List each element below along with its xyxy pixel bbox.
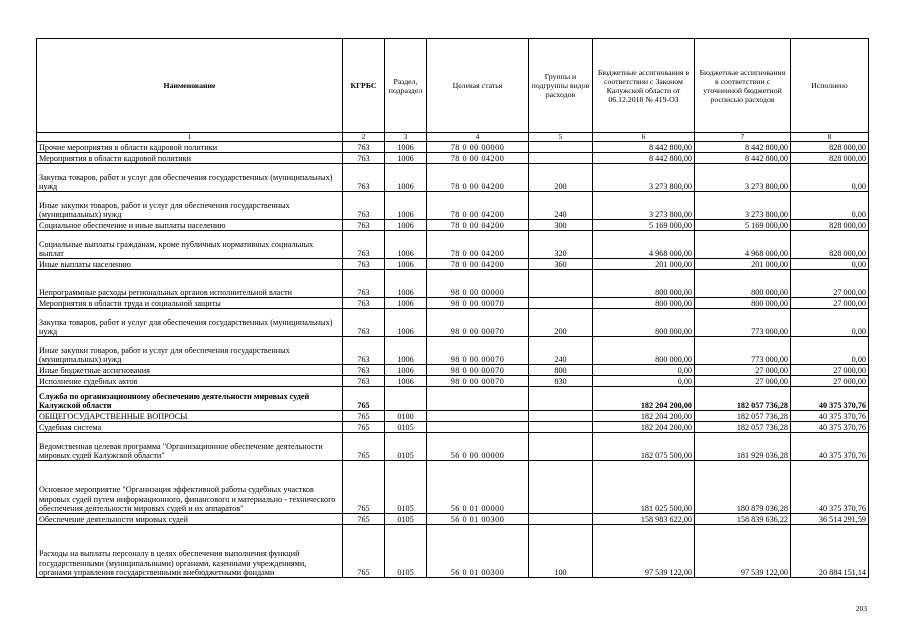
row-refined-amount-cell: 97 539 122,00	[695, 525, 791, 578]
column-number: 3	[385, 133, 427, 142]
row-section-cell: 1006	[385, 376, 427, 387]
row-group-cell	[529, 514, 593, 525]
row-name-cell: Непрограммные расходы региональных органов исполнительной власти	[37, 270, 343, 298]
row-target-cell: 98 0 00 00070	[427, 365, 529, 376]
row-refined-amount-cell: 3 273 800,00	[695, 164, 791, 192]
row-law-amount-cell: 3 273 800,00	[593, 192, 695, 220]
row-group-cell	[529, 461, 593, 514]
row-name-cell: Обеспечение деятельности мировых судей	[37, 514, 343, 525]
row-group-cell: 800	[529, 365, 593, 376]
row-law-amount-cell: 800 000,00	[593, 270, 695, 298]
column-number: 5	[529, 133, 593, 142]
table-body	[37, 142, 869, 578]
row-kgrbs-cell: 763	[343, 309, 385, 337]
table-row	[37, 231, 869, 259]
row-executed-amount-cell: 40 375 370,76	[791, 461, 869, 514]
row-refined-amount-cell: 27 000,00	[695, 376, 791, 387]
row-refined-amount-cell: 773 000,00	[695, 309, 791, 337]
row-target-cell: 56 0 00 00000	[427, 433, 529, 461]
row-law-amount-cell: 182 075 500,00	[593, 433, 695, 461]
row-executed-amount-cell: 0,00	[791, 192, 869, 220]
row-refined-amount-cell: 800 000,00	[695, 270, 791, 298]
row-law-amount-cell: 97 539 122,00	[593, 525, 695, 578]
header-kgrbs: КГРБС	[343, 39, 385, 133]
row-name-cell: Иные закупки товаров, работ и услуг для обеспечения государственных (муниципальных) нужд	[37, 337, 343, 365]
row-name-cell: ОБЩЕГОСУДАРСТВЕННЫЕ ВОПРОСЫ	[37, 411, 343, 422]
header-law: Бюджетные ассигнования в соответствии с Законом Калужской области от 06.12.2018 № 419-ОЗ	[593, 39, 695, 133]
row-executed-amount-cell: 828 000,00	[791, 231, 869, 259]
row-law-amount-cell: 8 442 800,00	[593, 153, 695, 164]
table-row	[37, 365, 869, 376]
row-executed-amount-cell: 36 514 291,59	[791, 514, 869, 525]
row-target-cell	[427, 422, 529, 433]
table-row	[37, 164, 869, 192]
row-target-cell: 56 0 01 00300	[427, 525, 529, 578]
row-law-amount-cell: 3 273 800,00	[593, 164, 695, 192]
row-name-cell: Закупка товаров, работ и услуг для обеспечения государственных (муниципальных) нужд	[37, 309, 343, 337]
row-target-cell: 56 0 01 00300	[427, 514, 529, 525]
row-target-cell: 98 0 00 00070	[427, 309, 529, 337]
row-refined-amount-cell: 4 968 000,00	[695, 231, 791, 259]
row-name-cell: Иные выплаты населению	[37, 259, 343, 270]
row-section-cell: 1006	[385, 270, 427, 298]
row-section-cell: 0105	[385, 422, 427, 433]
row-section-cell: 1006	[385, 220, 427, 231]
row-group-cell: 830	[529, 376, 593, 387]
table-row	[37, 422, 869, 433]
header-name: Наименование	[37, 39, 343, 133]
row-executed-amount-cell: 828 000,00	[791, 153, 869, 164]
row-target-cell: 78 0 00 04200	[427, 220, 529, 231]
table-row	[37, 309, 869, 337]
row-target-cell: 78 0 00 04200	[427, 153, 529, 164]
row-law-amount-cell: 182 204 200,00	[593, 411, 695, 422]
row-target-cell: 78 0 00 04200	[427, 259, 529, 270]
row-refined-amount-cell: 8 442 800,00	[695, 142, 791, 153]
row-name-cell: Ведомственная целевая программа "Организационное обеспечение деятельности мировых судей Калужской области"	[37, 433, 343, 461]
row-law-amount-cell: 201 000,00	[593, 259, 695, 270]
row-name-cell: Судебная система	[37, 422, 343, 433]
row-executed-amount-cell: 0,00	[791, 337, 869, 365]
row-section-cell: 1006	[385, 259, 427, 270]
row-law-amount-cell: 182 204 200,00	[593, 422, 695, 433]
row-name-cell: Иные бюджетные ассигнования	[37, 365, 343, 376]
row-group-cell	[529, 298, 593, 309]
row-group-cell	[529, 387, 593, 411]
row-kgrbs-cell: 763	[343, 153, 385, 164]
row-refined-amount-cell: 3 273 800,00	[695, 192, 791, 220]
row-refined-amount-cell: 773 000,00	[695, 337, 791, 365]
row-executed-amount-cell: 828 000,00	[791, 142, 869, 153]
row-group-cell	[529, 433, 593, 461]
table-row	[37, 153, 869, 164]
row-name-cell: Социальные выплаты гражданам, кроме публичных нормативных социальных выплат	[37, 231, 343, 259]
row-section-cell	[385, 387, 427, 411]
row-group-cell: 240	[529, 337, 593, 365]
row-target-cell: 78 0 00 04200	[427, 192, 529, 220]
row-kgrbs-cell: 763	[343, 365, 385, 376]
row-law-amount-cell: 800 000,00	[593, 298, 695, 309]
table-row	[37, 259, 869, 270]
row-name-cell: Расходы на выплаты персоналу в целях обеспечения выполнения функций государственными (муниципальными) органами, казенными учреждениями, органами управления государственными внебюджетными фондами	[37, 525, 343, 578]
row-group-cell	[529, 153, 593, 164]
row-name-cell: Мероприятия в области труда и социальной защиты	[37, 298, 343, 309]
row-target-cell: 78 0 00 04200	[427, 231, 529, 259]
row-executed-amount-cell: 27 000,00	[791, 270, 869, 298]
row-executed-amount-cell: 20 884 151,14	[791, 525, 869, 578]
table-row	[37, 220, 869, 231]
row-group-cell: 200	[529, 309, 593, 337]
header-groups: Группы и подгруппы видов расходов	[529, 39, 593, 133]
table-row	[37, 514, 869, 525]
row-group-cell	[529, 270, 593, 298]
row-executed-amount-cell: 0,00	[791, 309, 869, 337]
row-group-cell	[529, 142, 593, 153]
row-section-cell: 1006	[385, 365, 427, 376]
row-refined-amount-cell: 201 000,00	[695, 259, 791, 270]
row-name-cell: Служба по организационному обеспечению деятельности мировых судей Калужской области	[37, 387, 343, 411]
row-kgrbs-cell: 763	[343, 298, 385, 309]
row-group-cell: 320	[529, 231, 593, 259]
row-section-cell: 1006	[385, 337, 427, 365]
column-number: 8	[791, 133, 869, 142]
row-target-cell	[427, 411, 529, 422]
row-section-cell: 1006	[385, 142, 427, 153]
row-name-cell: Иные закупки товаров, работ и услуг для обеспечения государственных (муниципальных) нужд	[37, 192, 343, 220]
row-group-cell: 300	[529, 220, 593, 231]
row-kgrbs-cell: 765	[343, 525, 385, 578]
row-section-cell: 1006	[385, 231, 427, 259]
budget-table	[36, 38, 869, 578]
row-group-cell: 240	[529, 192, 593, 220]
row-refined-amount-cell: 5 169 000,00	[695, 220, 791, 231]
table-row	[37, 433, 869, 461]
row-section-cell: 0105	[385, 461, 427, 514]
row-target-cell: 78 0 00 00000	[427, 142, 529, 153]
row-target-cell	[427, 387, 529, 411]
row-group-cell	[529, 411, 593, 422]
row-name-cell: Прочие мероприятия в области кадровой политики	[37, 142, 343, 153]
row-executed-amount-cell: 40 375 370,76	[791, 422, 869, 433]
row-executed-amount-cell: 27 000,00	[791, 365, 869, 376]
table-row	[37, 142, 869, 153]
row-name-cell: Мероприятия в области кадровой политики	[37, 153, 343, 164]
row-group-cell	[529, 422, 593, 433]
table-row	[37, 525, 869, 578]
row-refined-amount-cell: 180 879 036,28	[695, 461, 791, 514]
row-target-cell: 98 0 00 00070	[427, 376, 529, 387]
row-law-amount-cell: 5 169 000,00	[593, 220, 695, 231]
row-section-cell: 1006	[385, 298, 427, 309]
row-kgrbs-cell: 765	[343, 422, 385, 433]
row-law-amount-cell: 0,00	[593, 376, 695, 387]
row-section-cell: 0105	[385, 525, 427, 578]
row-kgrbs-cell: 765	[343, 411, 385, 422]
row-target-cell: 98 0 00 00070	[427, 298, 529, 309]
row-section-cell: 0105	[385, 433, 427, 461]
row-kgrbs-cell: 763	[343, 259, 385, 270]
header-target: Целевая статья	[427, 39, 529, 133]
table-row	[37, 411, 869, 422]
table-header	[37, 39, 869, 142]
row-section-cell: 1006	[385, 192, 427, 220]
row-target-cell: 56 0 01 00000	[427, 461, 529, 514]
row-target-cell: 98 0 00 00070	[427, 337, 529, 365]
row-group-cell: 100	[529, 525, 593, 578]
table-row	[37, 192, 869, 220]
row-kgrbs-cell: 765	[343, 433, 385, 461]
row-name-cell: Исполнение судебных актов	[37, 376, 343, 387]
row-law-amount-cell: 158 983 622,00	[593, 514, 695, 525]
row-kgrbs-cell: 763	[343, 142, 385, 153]
row-section-cell: 0105	[385, 514, 427, 525]
row-law-amount-cell: 0,00	[593, 365, 695, 376]
table-row	[37, 387, 869, 411]
row-refined-amount-cell: 182 057 736,28	[695, 411, 791, 422]
table-row	[37, 270, 869, 298]
row-kgrbs-cell: 763	[343, 270, 385, 298]
row-section-cell: 1006	[385, 164, 427, 192]
table-row	[37, 376, 869, 387]
row-group-cell: 200	[529, 164, 593, 192]
header-executed: Исполнено	[791, 39, 869, 133]
row-kgrbs-cell: 763	[343, 192, 385, 220]
row-kgrbs-cell: 763	[343, 231, 385, 259]
row-refined-amount-cell: 182 057 736,28	[695, 387, 791, 411]
row-refined-amount-cell: 158 839 636,22	[695, 514, 791, 525]
row-refined-amount-cell: 181 929 036,28	[695, 433, 791, 461]
row-executed-amount-cell: 0,00	[791, 259, 869, 270]
header-section: Раздел, подраздел	[385, 39, 427, 133]
row-name-cell: Социальное обеспечение и иные выплаты населению	[37, 220, 343, 231]
row-refined-amount-cell: 182 057 736,28	[695, 422, 791, 433]
row-section-cell: 1006	[385, 153, 427, 164]
row-executed-amount-cell: 828 000,00	[791, 220, 869, 231]
column-number: 7	[695, 133, 791, 142]
row-executed-amount-cell: 27 000,00	[791, 298, 869, 309]
column-number: 1	[37, 133, 343, 142]
column-number: 6	[593, 133, 695, 142]
row-executed-amount-cell: 40 375 370,76	[791, 433, 869, 461]
row-kgrbs-cell: 763	[343, 164, 385, 192]
row-name-cell: Закупка товаров, работ и услуг для обеспечения государственных (муниципальных) нужд	[37, 164, 343, 192]
row-kgrbs-cell: 765	[343, 387, 385, 411]
column-number: 4	[427, 133, 529, 142]
column-number-row	[37, 133, 869, 142]
row-section-cell: 1006	[385, 309, 427, 337]
table-row	[37, 298, 869, 309]
row-refined-amount-cell: 8 442 800,00	[695, 153, 791, 164]
row-law-amount-cell: 182 204 200,00	[593, 387, 695, 411]
row-executed-amount-cell: 40 375 370,76	[791, 387, 869, 411]
header-refined: Бюджетные ассигнования в соответствии с уточненной бюджетной росписью расходов	[695, 39, 791, 133]
row-refined-amount-cell: 27 000,00	[695, 365, 791, 376]
row-kgrbs-cell: 765	[343, 461, 385, 514]
table-row	[37, 461, 869, 514]
row-section-cell: 0100	[385, 411, 427, 422]
row-law-amount-cell: 8 442 800,00	[593, 142, 695, 153]
column-number: 2	[343, 133, 385, 142]
row-kgrbs-cell: 763	[343, 220, 385, 231]
row-law-amount-cell: 181 025 500,00	[593, 461, 695, 514]
row-executed-amount-cell: 0,00	[791, 164, 869, 192]
row-kgrbs-cell: 765	[343, 514, 385, 525]
row-kgrbs-cell: 763	[343, 337, 385, 365]
page-number: 203	[855, 604, 867, 613]
row-law-amount-cell: 800 000,00	[593, 309, 695, 337]
row-name-cell: Основное мероприятие "Организация эффективной работы судебных участков мировых судей путем информационного, финансового и материально - технического обеспечения деятельности мировых судей и их аппаратов"	[37, 461, 343, 514]
row-target-cell: 78 0 00 04200	[427, 164, 529, 192]
row-executed-amount-cell: 40 375 370,76	[791, 411, 869, 422]
row-target-cell: 98 0 00 00000	[427, 270, 529, 298]
table-row	[37, 337, 869, 365]
row-law-amount-cell: 800 000,00	[593, 337, 695, 365]
row-kgrbs-cell: 763	[343, 376, 385, 387]
row-refined-amount-cell: 800 000,00	[695, 298, 791, 309]
row-group-cell: 360	[529, 259, 593, 270]
row-executed-amount-cell: 27 000,00	[791, 376, 869, 387]
row-law-amount-cell: 4 968 000,00	[593, 231, 695, 259]
